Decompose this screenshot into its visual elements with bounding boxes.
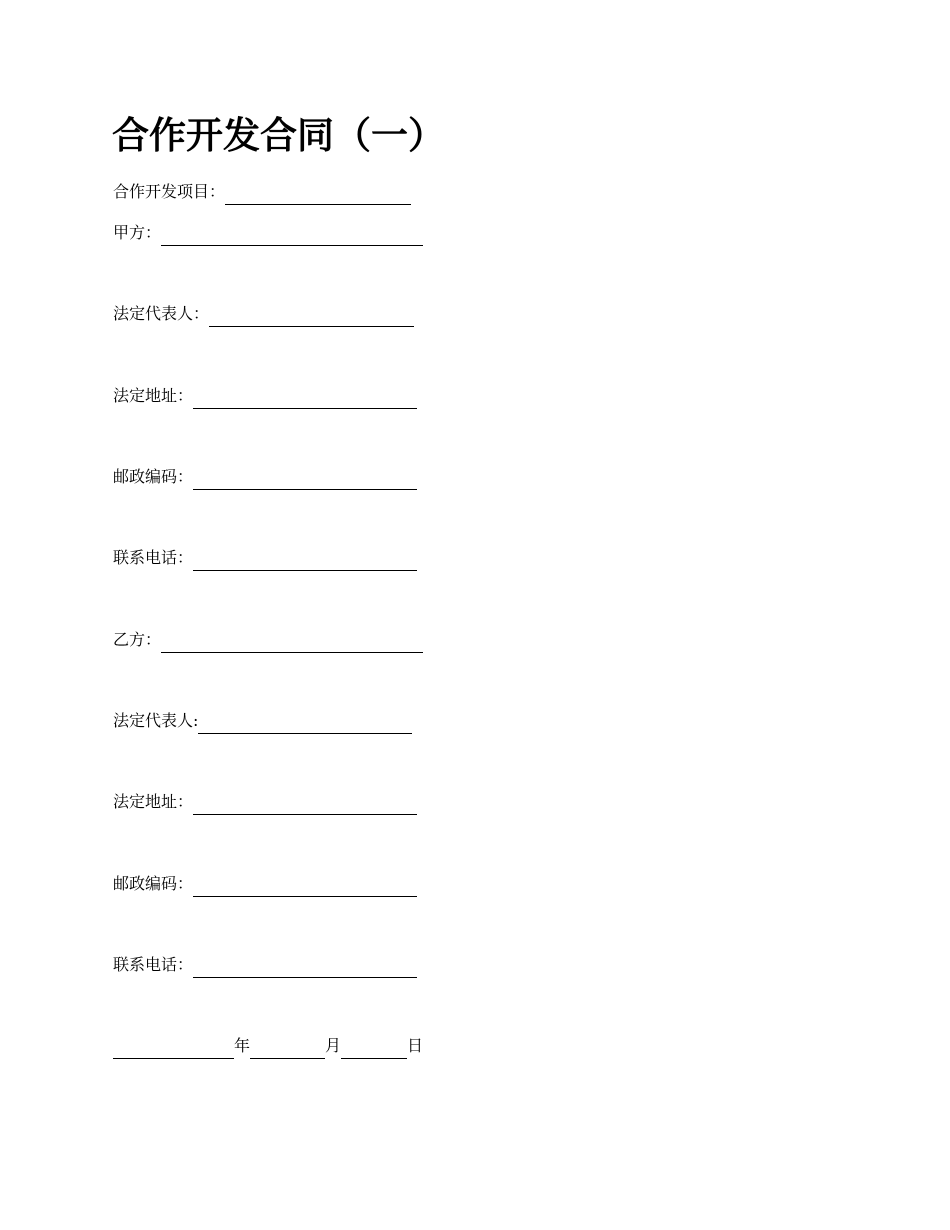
fill-in-blank (193, 388, 417, 409)
fill-in-blank (198, 713, 412, 734)
document-title: 合作开发合同（一） (112, 114, 445, 157)
field-party-a-phone (113, 545, 417, 571)
field-label: 邮政编码： (113, 874, 194, 893)
signing-date (113, 1033, 423, 1059)
field-label: 联系电话： (113, 548, 194, 567)
field-party-b-legal-representative (113, 708, 412, 734)
day-blank (341, 1038, 407, 1059)
field-party-b-postal-code (113, 871, 417, 897)
fill-in-blank (193, 876, 417, 897)
fill-in-blank (193, 957, 417, 978)
fill-in-blank (193, 794, 417, 815)
field-party-b-legal-address (113, 789, 417, 815)
fill-in-blank (161, 632, 423, 653)
field-party-b-phone (113, 952, 417, 978)
field-label: 联系电话： (113, 955, 194, 974)
field-label: 法定代表人: (113, 711, 199, 730)
field-party-a-legal-representative (113, 301, 414, 327)
field-label: 合作开发项目： (113, 182, 226, 201)
field-label: 法定代表人： (113, 304, 210, 323)
fill-in-blank (225, 184, 411, 205)
fill-in-blank (193, 550, 417, 571)
year-blank (113, 1038, 234, 1059)
field-label: 乙方： (113, 630, 162, 649)
field-cooperation-project (113, 179, 411, 205)
fill-in-blank (161, 225, 423, 246)
field-label: 邮政编码： (113, 467, 194, 486)
month-label: 月 (325, 1036, 342, 1055)
year-label: 年 (234, 1036, 251, 1055)
field-party-a (113, 220, 423, 246)
day-label: 日 (407, 1036, 424, 1055)
field-label: 法定地址： (113, 792, 194, 811)
field-label: 甲方： (113, 223, 162, 242)
fill-in-blank (209, 306, 414, 327)
field-party-b (113, 627, 423, 653)
field-label: 法定地址： (113, 386, 194, 405)
fill-in-blank (193, 469, 417, 490)
field-party-a-postal-code (113, 464, 417, 490)
month-blank (250, 1038, 325, 1059)
field-party-a-legal-address (113, 383, 417, 409)
